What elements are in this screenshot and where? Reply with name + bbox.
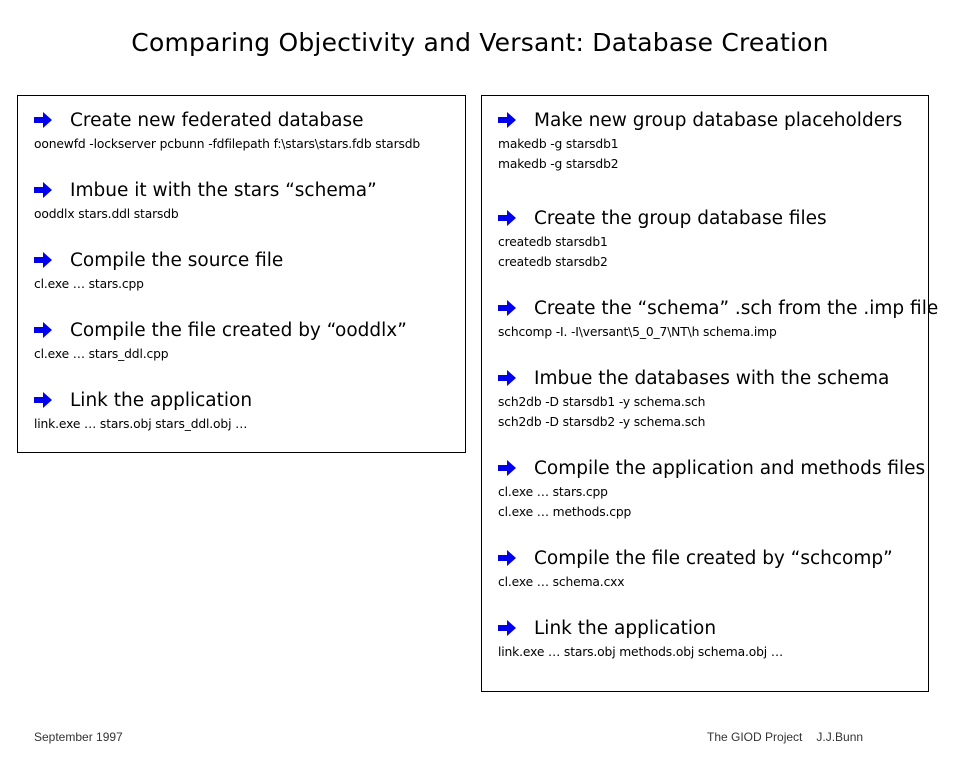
step-heading: Create new federated database [70, 109, 364, 131]
right-arrow-icon [498, 370, 516, 386]
step-heading: Imbue the databases with the schema [534, 367, 890, 389]
step-make-group-placeholders [498, 106, 912, 204]
step-imbue-schema [34, 176, 449, 246]
right-arrow-icon [498, 112, 516, 128]
command-line: link.exe … stars.obj stars_ddl.obj … [34, 417, 248, 431]
step-link-application [34, 386, 449, 456]
right-arrow-icon [498, 550, 516, 566]
page-title: Comparing Objectivity and Versant: Database Creation [131, 28, 829, 57]
right-arrow-icon [498, 300, 516, 316]
right-arrow-icon [34, 112, 52, 128]
step-heading: Imbue it with the stars “schema” [70, 179, 377, 201]
step-heading: Compile the source file [70, 249, 284, 271]
step-compile-schcomp-output [498, 544, 912, 614]
right-arrow-icon [498, 620, 516, 636]
command-line: oonewfd -lockserver pcbunn -fdfilepath f:\stars\stars.fdb starsdb [34, 137, 421, 151]
right-arrow-icon [34, 252, 52, 268]
command-line: sch2db -D starsdb1 -y schema.sch [498, 395, 706, 409]
right-arrow-icon [498, 210, 516, 226]
step-heading: Make new group database placeholders [534, 109, 903, 131]
versant-panel [481, 95, 939, 692]
command-line: sch2db -D starsdb2 -y schema.sch [498, 415, 706, 429]
step-heading: Create the group database files [534, 207, 827, 229]
command-line: cl.exe … stars.cpp [34, 277, 144, 291]
command-line: createdb starsdb1 [498, 235, 608, 249]
step-compile-app-and-methods [498, 454, 926, 544]
footer-author: J.J.Bunn [816, 730, 864, 744]
step-heading: Link the application [534, 617, 717, 639]
command-line: cl.exe … methods.cpp [498, 505, 632, 519]
command-line: makedb -g starsdb1 [498, 137, 619, 151]
command-line: cl.exe … stars.cpp [498, 485, 608, 499]
command-line: schcomp -I. -I\versant\5_0_7\NT\h schema.imp [498, 325, 777, 339]
step-compile-ooddlx-output [34, 316, 449, 386]
step-heading: Compile the application and methods files [534, 457, 926, 479]
command-line: cl.exe … stars_ddl.cpp [34, 347, 169, 361]
step-create-group-files [498, 204, 912, 294]
step-imbue-databases [498, 364, 912, 454]
command-line: makedb -g starsdb2 [498, 157, 619, 171]
right-arrow-icon [34, 182, 52, 198]
command-line: ooddlx stars.ddl starsdb [34, 207, 179, 221]
right-arrow-icon [498, 460, 516, 476]
objectivity-panel [17, 95, 466, 453]
footer-date: September 1997 [34, 730, 123, 744]
right-arrow-icon [34, 392, 52, 408]
footer-credits [707, 730, 863, 744]
step-link-application [498, 614, 912, 684]
step-heading: Compile the file created by “ooddlx” [70, 319, 407, 341]
command-line: cl.exe … schema.cxx [498, 575, 625, 589]
step-compile-source [34, 246, 449, 316]
step-heading: Compile the file created by “schcomp” [534, 547, 893, 569]
command-line: link.exe … stars.obj methods.obj schema.obj … [498, 645, 783, 659]
step-create-schema-sch [498, 294, 939, 364]
footer-project: The GIOD Project [707, 730, 803, 744]
right-arrow-icon [34, 322, 52, 338]
step-create-federated-database [34, 106, 449, 176]
command-line: createdb starsdb2 [498, 255, 608, 269]
step-heading: Create the “schema” .sch from the .imp file [534, 297, 939, 319]
step-heading: Link the application [70, 389, 253, 411]
